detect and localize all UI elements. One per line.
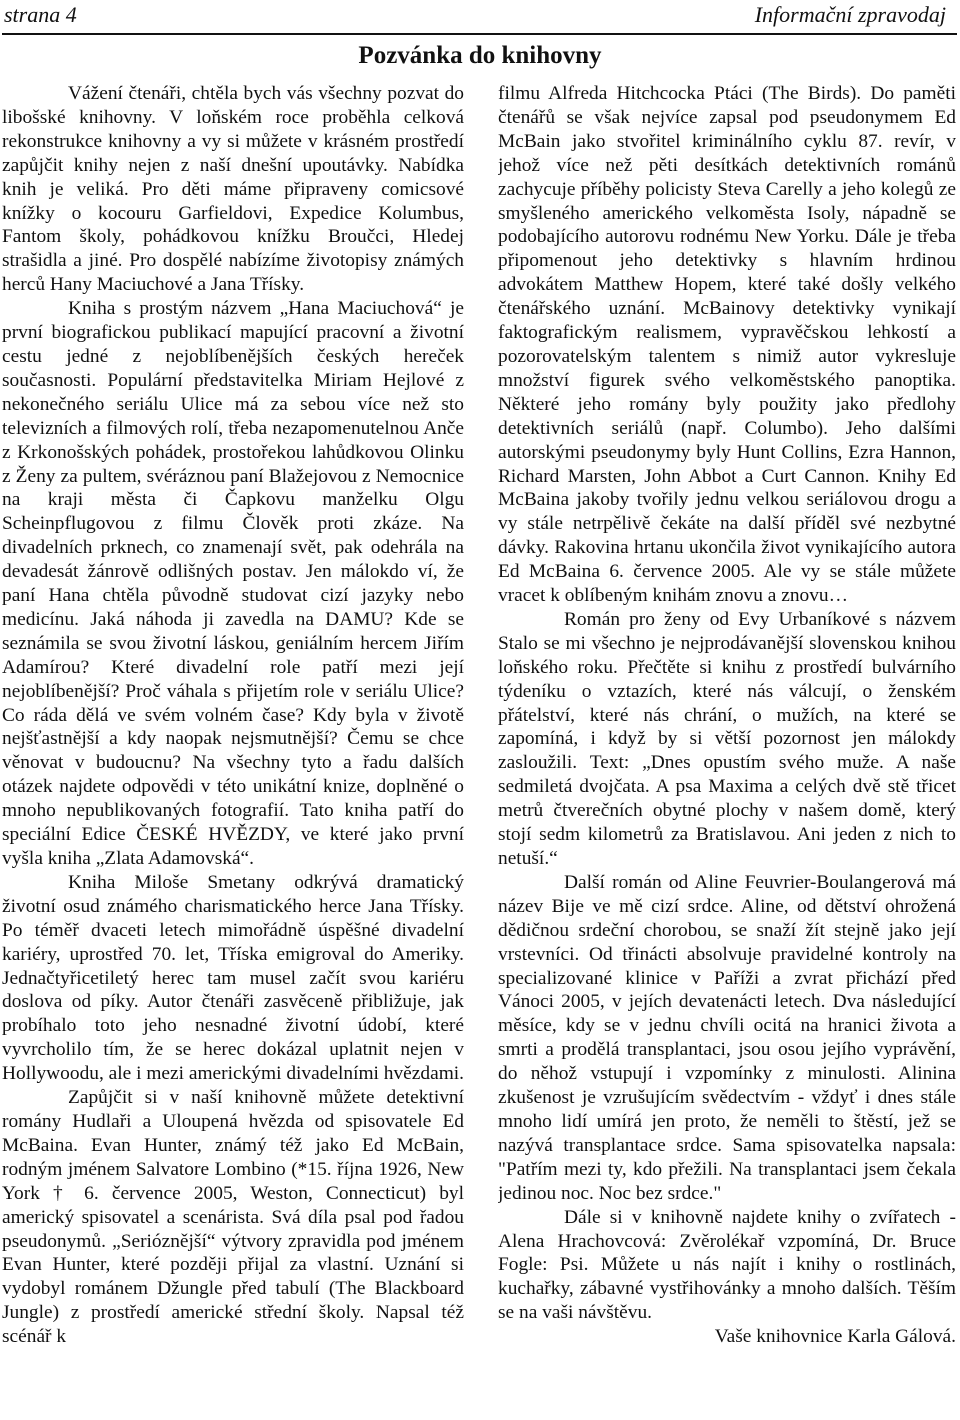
page-header — [0, 0, 960, 36]
paragraph-urbanikova: Román pro ženy od Evy Urbaníkové s názvem Stalo se mi všechno je nejprodávanější slovenskou knihou loňského roku. Přečtěte si knihu z prostředí bulvárního týdeníku o vztazích, které nás válcují, o ženském přátelství, které nás chrání, o mužích, na které se zapomíná, i když by si větší pozornost jen málokdy zasloužili. Text: „Dnes opustím svého muže. A naše sedmiletá dvojčata. A psa Maxima a celých dvě stě třicet metrů čtverečních obytné plochy v našem domě, který stojí sedm kilometrů za Bratislavou. Ani jeden z nich to netuší.“ — [498, 608, 956, 869]
paragraph-mcbain-continued: filmu Alfreda Hitchcocka Ptáci (The Birds). Do paměti čtenářů se však nejvíce zapsal pod pseudonymem Ed McBain jako stvořitel kriminálního cyklu 87. revír, v jehož více než pěti desítkách detektivních románů zachycuje příběhy policisty Steva Carelly a jeho kolegů ze smyšleného amerického velkoměsta Isoly, nápadně se podobajícího autorovu rodnému New Yorku. Dále je třeba připomenout jeho detektivky s hlavním hrdinou advokátem Matthew Hopem, které také došly velkého čtenářského uznání. McBainovy detektivky vynikají faktografickým realismem, vypravěčskou lehkostí a pozorovatelským talentem s nimiž autor vykresluje množství figurek svého velkoměstského panoptika. Některé jeho romány byly použity jako předlohy detektivních seriálů (např. Columbo). Jeho dalšími autorskými pseudonymy byly Hunt Collins, Ezra Hannon, Richard Marsten, John Abbot a Curt Cannon. Knihy Ed McBaina jakoby tvořily jednu velkou seriálovou drogu a vy stále netrpělivě čekáte na další příděl své nezbytné dávky. Rakovina hrtanu ukončila život vynikajícího autora Ed McBaina 6. července 2005. Ale vy se stále můžete vracet k oblíbeným knihám znovu a znovu… — [498, 83, 956, 607]
left-column — [2, 82, 464, 1412]
paragraph-triska: Kniha Miloše Smetany odkrývá dramatický životní osud známého charismatického herce Jana Třísky. Po téměř dvaceti letech mimořádně úspěšné divadelní kariéry, uprostřed 70. let, Tříska emigroval do Ameriky. Jednačtyřicetiletý herec tam musel začít svou kariéru doslova od píky. Autor čtenáři zasvěceně přibližuje, jak probíhalo toto jeho nesnadné životní údobí, které vyvrcholilo tím, že se herec dokázal uplatnit nejen v Hollywoodu, ale i mezi americkými divadelními hvězdami. — [2, 871, 464, 1085]
publication-name: Informační zpravodaj — [754, 2, 946, 27]
signature: Vaše knihovnice Karla Gálová. — [714, 1326, 956, 1348]
paragraph-animals: Dále si v knihovně najdete knihy o zvířatech - Alena Hrachovcová: Zvěrolékař vzpomíná, Dr. Bruce Fogle: Psi. Můžete u nás najít i knihy o rostlinách, kuchařky, zábavné vystřihovánky a mnoho dalších. Těším se na vaši návštěvu. — [498, 1206, 956, 1324]
paragraph-maciuchova: Kniha s prostým názvem „Hana Maciuchová“ je první biografickou publikací mapující pracovní a životní cestu jedné z nejoblíbenějších českých hereček současnosti. Populární představitelka Miriam Hejlové z nekonečného seriálu Ulice má za sebou více než sto televizních a filmových rolí, třeba nezapomenutelnou Anče z Krkonošských pohádek, prostořekou lahůdkovou Olinku z Ženy za pultem, svéráznou paní Blažejovou z Nemocnice na kraji města či Čapkovu manželku Olgu Scheinpflugovou z filmu Člověk proti zkáze. Na divadelních prknech, co znamenají svět, pak odehrála na devadesát žánrově odlišných postav. Jen málokdo ví, že paní Hana chtěla původně studovat cizí jazyky nebo medicínu. Jaká náhoda ji zavedla na DAMU? Kde se seznámila se svou životní láskou, geniálním hercem Jiřím Adamírou? Které divadelní role patří mezi její nejoblíbenější? Proč váhala s přijetím role v seriálu Ulice? Co ráda dělá ve svém volném čase? Kdy byla v životě nejšťastnější a kdy naopak nejsmutnější? Čemu se chce věnovat v budoucnu? Na všechny tyto a řadu dalších otázek najdete odpovědi v této unikátní knize, doplněné o mnoho nepublikovaných fotografií. Tato kniha patří do speciální Edice ČESKÉ HVĚZDY, ve které jako první vyšla kniha „Zlata Adamovská“. — [2, 298, 464, 869]
right-column — [498, 82, 956, 1412]
paragraph-intro: Vážení čtenáři, chtěla bych vás všechny pozvat do libošské knihovny. V loňském roce proběhla celková rekonstrukce knihovny a vy si můžete v krásném prostředí zapůjčit knihy nejen z naší dnešní upoutávky. Nabídka knih je veliká. Pro děti máme připraveny comicsové knížky o kocouru Garfieldovi, Expedice Kolumbus, Fantom školy, pohádkovou knížku Broučci, Hledej strašidla a jiné. Pro dospělé nabízíme životopisy známých herců Hany Maciuchové a Jana Třísky. — [2, 83, 464, 296]
article-title: Pozvánka do knihovny — [358, 42, 602, 69]
paragraph-feuvrier: Další román od Aline Feuvrier-Boulangerová má název Bije ve mě cizí srdce. Aline, od dětství ohrožená dědičnou srdeční chorobou, se snaží žít stejně jako její vrstevníci. Od třinácti absolvuje pravidelné kontroly na specializované klinice v Paříži a zvrat přichází před Vánoci 2005, v jejích devatenácti letech. Dva následující měsíce, kdy se v jednu chvíli ocitá na hranici života a smrti a prodělá transplantaci, jsou osou jejího vyprávění, do něhož vstupují i vzpomínky z minulosti. Alinina zkušenost je vzrušujícím svědectvím - vždyť i dnes stále mnoho lidí umírá jen proto, že neměli to štěstí, jež se nazývá transplantace srdce. Sama spisovatelka napsala: "Patřím mezi ty, kdo přežili. Na transplantaci jsem čekala jedinou noc. Noc bez srdce." — [498, 871, 956, 1204]
header-rule — [2, 33, 957, 35]
paragraph-mcbain: Zapůjčit si v naší knihovně můžete detektivní romány Hudlaři a Uloupená hvězda od spisovatele Ed McBaina. Evan Hunter, známý též jako Ed McBain, rodným jménem Salvatore Lombino (*15. října 1926, New York † 6. července 2005, Weston, Connecticut) byl americký spisovatel a scenárista. Svá díla psal pod řadou pseudonymů. „Serióznější“ výtvory zpravidla pod jménem Evan Hunter, které později přijal za vlastní. Uznání si vydobyl románem Džungle před tabulí (The Blackboard Jungle) z prostředí americké střední školy. Napsal též scénář k — [2, 1087, 464, 1348]
page-number: strana 4 — [4, 2, 77, 27]
